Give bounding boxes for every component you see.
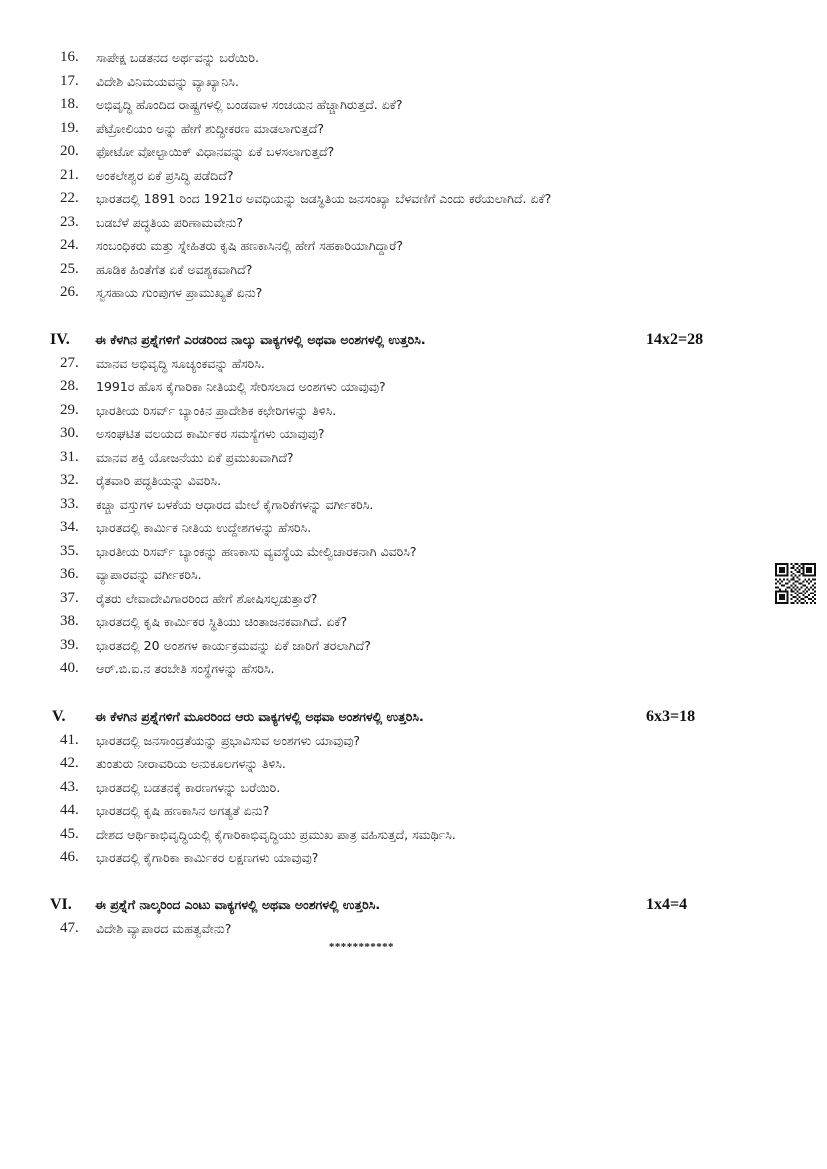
question-text: ಭಾರತದಲ್ಲಿ 1891 ರಿಂದ 1921ರ ಅವಧಿಯನ್ನು ಜಡಸ್ಥಿತಿಯ ಜನಸಂಖ್ಯಾ ಬೆಳವಣಿಗೆ ಎಂದು ಕರೆಯಲಾಗಿದೆ. ಏಕೆ? [96,191,552,206]
question-32 [0,469,827,493]
section-iv-header [0,328,827,352]
question-33 [0,493,827,517]
section-instruction: ಈ ಕೆಳಗಿನ ಪ್ರಶ್ನೆಗಳಿಗೆ ಮೂರರಿಂದ ಆರು ವಾಕ್ಯಗಳಲ್ಲಿ ಅಥವಾ ಅಂಶಗಳಲ್ಲಿ ಉತ್ತರಿಸಿ. [95,709,424,724]
question-text: ಭಾರತದಲ್ಲಿ ಬಡತನಕ್ಕೆ ಕಾರಣಗಳನ್ನು ಬರೆಯಿರಿ. [96,779,281,795]
question-number: 44. [60,802,79,818]
question-text: ಭಾರತದಲ್ಲಿ ಕೈಗಾರಿಕಾ ಕಾರ್ಮಿಕರ ಲಕ್ಷಣಗಳು ಯಾವುವು? [96,850,319,865]
question-27 [0,352,827,376]
section-number: V. [52,708,66,725]
question-number: 25. [60,260,79,277]
question-number: 27. [60,354,79,371]
question-text: ಭಾರತೀಯ ರಿಸರ್ವ್ ಬ್ಯಾಂಕನ್ನು ಹಣಕಾಸು ವ್ಯವಸ್ಥೆಯ ಮೇಲ್ವಿಚಾರಕನಾಗಿ ವಿವರಿಸಿ? [96,543,417,559]
question-text: ವಿದೇಶಿ ವ್ಯಾಪಾರದ ಮಹತ್ವವೇನು? [96,920,232,936]
question-20 [0,140,827,164]
end-of-paper-marker: *********** [329,941,394,953]
question-number: 42. [60,755,79,771]
question-text: ದೇಶದ ಆರ್ಥಿಕಾಭಿವೃದ್ಧಿಯಲ್ಲಿ ಕೈಗಾರಿಕಾಭಿವೃದ್ಧಿಯು ಪ್ರಮುಖ ಪಾತ್ರ ವಹಿಸುತ್ತದೆ, ಸಮರ್ಥಿಸಿ. [96,826,456,842]
question-number: 24. [60,237,79,253]
section-number: IV. [50,331,70,348]
question-39 [0,634,827,658]
question-text: ಹೂಡಿಕ ಹಿಂತೆಗೆತ ಏಕೆ ಅವಶ್ಯಕವಾಗಿದೆ? [96,261,253,277]
question-17 [0,70,827,94]
question-29 [0,399,827,423]
question-number: 36. [60,566,79,582]
section-number: VI. [50,896,72,913]
section-iv [0,328,827,681]
question-18 [0,93,827,117]
question-number: 39. [60,636,79,653]
question-26 [0,281,827,305]
question-number: 23. [60,213,79,230]
question-text: ಭಾರತದಲ್ಲಿ ಕೃಷಿ ಹಣಕಾಸಿನ ಅಗತ್ಯತೆ ಏನು? [96,803,270,818]
question-number: 41. [60,731,79,748]
question-43 [0,776,827,800]
question-text: ಮಾನವ ಶಕ್ತಿ ಯೋಜನೆಯು ಏಕೆ ಪ್ರಮುಖವಾಗಿದೆ? [96,449,294,465]
section-marks: 1x4=4 [646,896,688,913]
question-text: ತುಂತುರು ನೀರಾವರಿಯ ಅನುಕೂಲಗಳನ್ನು ತಿಳಿಸಿ. [96,756,286,771]
question-number: 32. [60,472,79,488]
question-text: ರೈತವಾರಿ ಪದ್ಧತಿಯನ್ನು ವಿವರಿಸಿ. [96,473,222,488]
section-marks: 6x3=18 [646,708,696,725]
question-45 [0,823,827,847]
question-text: ಭಾರತದಲ್ಲಿ 20 ಅಂಶಗಳ ಕಾರ್ಯಕ್ರಮವನ್ನು ಏಕೆ ಜಾರಿಗೆ ತರಲಾಗಿದೆ? [96,637,371,653]
question-number: 38. [60,613,79,629]
question-number: 46. [60,849,79,865]
question-text: ಭಾರತೀಯ ರಿಸರ್ವ್ ಬ್ಯಾಂಕಿನ ಪ್ರಾದೇಶಿಕ ಕಛೇರಿಗಳನ್ನು ತಿಳಿಸಿ. [96,402,337,418]
question-number: 47. [60,919,79,936]
question-35 [0,540,827,564]
section-instruction: ಈ ಕೆಳಗಿನ ಪ್ರಶ್ನೆಗಳಿಗೆ ಎರಡರಿಂದ ನಾಲ್ಕು ವಾಕ್ಯಗಳಲ್ಲಿ ಅಥವಾ ಅಂಶಗಳಲ್ಲಿ ಉತ್ತರಿಸಿ. [95,332,426,347]
question-number: 26. [60,284,79,300]
question-21 [0,164,827,188]
question-23 [0,211,827,235]
question-text: ಫೋಟೋ ವೋಲ್ಟಾಯಿಕ್ ವಿಧಾನವನ್ನು ಏಕೆ ಬಳಸಲಾಗುತ್ತದೆ? [96,144,335,159]
question-24 [0,234,827,258]
question-number: 19. [60,119,79,136]
question-number: 40. [60,660,79,676]
question-text: ಭಾರತದಲ್ಲಿ ಕಾರ್ಮಿಕ ನೀತಿಯ ಉದ್ದೇಶಗಳನ್ನು ಹೆಸರಿಸಿ. [96,520,312,535]
question-text: ಪೆಟ್ರೋಲಿಯಂ ಅನ್ನು ಹೇಗೆ ಶುದ್ಧೀಕರಣ ಮಾಡಲಾಗುತ್ತದೆ? [96,120,325,136]
question-37 [0,587,827,611]
question-number: 33. [60,495,79,512]
question-19 [0,117,827,141]
question-number: 43. [60,778,79,795]
question-38 [0,610,827,634]
question-text: ಅಂಕಲೇಶ್ವರ ಏಕೆ ಪ್ರಸಿದ್ಧಿ ಪಡೆದಿದೆ? [96,167,234,183]
question-number: 21. [60,166,79,183]
question-text: ಸ್ವಸಹಾಯ ಗುಂಪುಗಳ ಪ್ರಾಮುಖ್ಯತೆ ಏನು? [96,285,263,300]
question-text: 1991ರ ಹೊಸ ಕೈಗಾರಿಕಾ ನೀತಿಯಲ್ಲಿ ಸೇರಿಸಲಾದ ಅಂಶಗಳು ಯಾವುವು? [96,379,386,394]
question-text: ಆರ್.ಬಿ.ಐ.ನ ತರಬೇತಿ ಸಂಸ್ಥೆಗಳನ್ನು ಹೆಸರಿಸಿ. [96,661,275,676]
question-text: ರೈತರು ಲೇವಾದೇವಿಗಾರರಿಂದ ಹೇಗೆ ಶೋಷಿಸಲ್ಪಡುತ್ತಾರೆ? [96,590,318,606]
question-number: 18. [60,96,79,112]
question-number: 37. [60,589,79,606]
qr-code-icon [775,563,816,604]
question-text: ಅಭಿವೃದ್ಧಿ ಹೊಂದಿದ ರಾಷ್ಟ್ರಗಳಲ್ಲಿ ಬಂಡವಾಳ ಸಂಚಯನ ಹೆಚ್ಚಾಗಿರುತ್ತದೆ. ಏಕೆ? [96,97,403,112]
section-instruction: ಈ ಪ್ರಶ್ನೆಗೆ ನಾಲ್ಕರಿಂದ ಎಂಟು ವಾಕ್ಯಗಳಲ್ಲಿ ಅಥವಾ ಅಂಶಗಳಲ್ಲಿ ಉತ್ತರಿಸಿ. [95,897,381,912]
question-text: ಭಾರತದಲ್ಲಿ ಕೃಷಿ ಕಾರ್ಮಿಕರ ಸ್ಥಿತಿಯು ಚಿಂತಾಜನಕವಾಗಿದೆ. ಏಕೆ? [96,614,348,629]
question-22 [0,187,827,211]
question-text: ಬಡಬೆಳೆ ಪದ್ಧತಿಯ ಪರಿಣಾಮವೇನು? [96,214,244,230]
question-text: ಅಸಂಘಟಿತ ವಲಯದ ಕಾರ್ಮಿಕರ ಸಮಸ್ಯೆಗಳು ಯಾವುವು? [96,426,325,441]
question-text: ವ್ಯಾಪಾರವನ್ನು ವರ್ಗೀಕರಿಸಿ. [96,567,202,582]
question-number: 17. [60,72,79,89]
question-text: ಸಂಬಂಧಿಕರು ಮತ್ತು ಸ್ನೇಹಿತರು ಕೃಷಿ ಹಣಕಾಸಿನಲ್ಲಿ ಹೇಗೆ ಸಹಕಾರಿಯಾಗಿದ್ದಾರೆ? [96,238,404,253]
question-number: 35. [60,542,79,559]
question-47 [0,917,827,941]
question-25 [0,258,827,282]
question-number: 22. [60,190,79,206]
question-30 [0,422,827,446]
question-41 [0,729,827,753]
section-vi-header [0,893,827,917]
question-number: 34. [60,519,79,535]
question-text: ವಿದೇಶಿ ವಿನಿಮಯವನ್ನು ವ್ಯಾಖ್ಯಾನಿಸಿ. [96,73,239,89]
question-number: 28. [60,378,79,394]
question-text: ಸಾಪೇಕ್ಷ ಬಡತನದ ಅರ್ಥವನ್ನು ಬರೆಯಿರಿ. [96,50,259,65]
question-text: ಕಚ್ಚಾ ವಸ್ತುಗಳ ಬಳಕೆಯ ಆಧಾರದ ಮೇಲೆ ಕೈಗಾರಿಕೆಗಳನ್ನು ವರ್ಗೀಕರಿಸಿ. [96,496,374,512]
question-42 [0,752,827,776]
question-number: 45. [60,825,79,842]
question-46 [0,846,827,870]
question-34 [0,516,827,540]
question-31 [0,446,827,470]
question-number: 31. [60,448,79,465]
section-marks: 14x2=28 [646,331,704,348]
question-16 [0,46,827,70]
question-number: 20. [60,143,79,159]
question-number: 16. [60,49,79,65]
question-44 [0,799,827,823]
question-40 [0,657,827,681]
questions-16-26 [0,46,827,305]
section-v [0,705,827,870]
question-text: ಮಾನವ ಅಭಿವೃದ್ಧಿ ಸೂಚ್ಯಂಕವನ್ನು ಹೆಸರಿಸಿ. [96,355,265,371]
question-36 [0,563,827,587]
section-v-header [0,705,827,729]
section-vi [0,893,827,940]
question-text: ಭಾರತದಲ್ಲಿ ಜನಸಾಂದ್ರತೆಯನ್ನು ಪ್ರಭಾವಿಸುವ ಅಂಶಗಳು ಯಾವುವು? [96,732,361,748]
question-28 [0,375,827,399]
question-number: 29. [60,401,79,418]
question-number: 30. [60,425,79,441]
